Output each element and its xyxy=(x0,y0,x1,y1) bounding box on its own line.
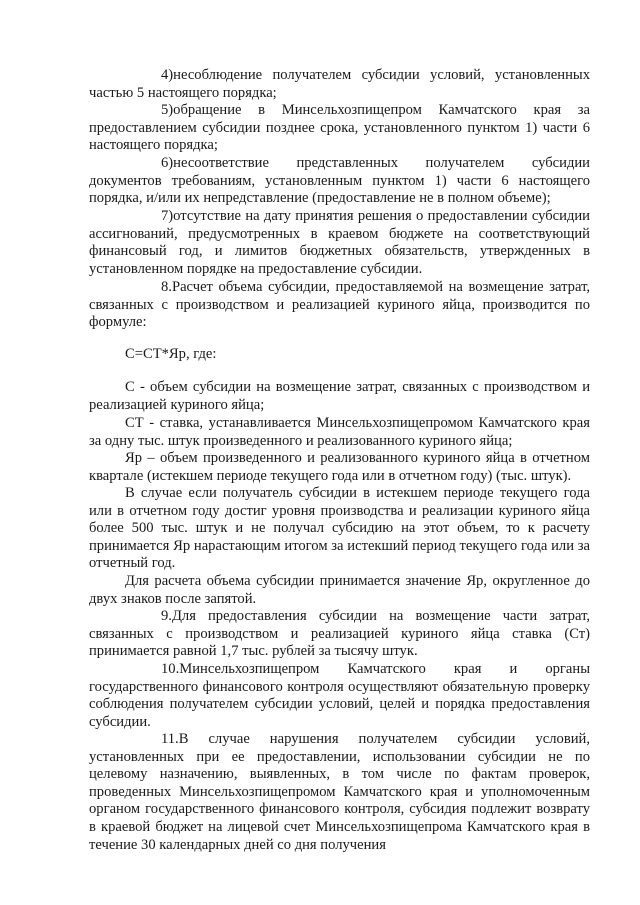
item-number: 10. xyxy=(161,661,180,677)
item-text: Минсельхозпищепром Камчатского края и органы государственного финансового контроля осуществляют обязательную проверку соблюдения получателем субсидии условий, целей и порядка предоставления субсидии. xyxy=(89,661,590,730)
definition-st: СТ - ставка, устанавливается Минсельхозпищепромом Камчатского края за одну тыс. штук произведенного и реализованного куриного яйца; xyxy=(89,415,590,449)
list-item-5 xyxy=(89,102,590,155)
point-11 xyxy=(89,731,590,854)
point-8 xyxy=(89,279,590,332)
item-number: 6) xyxy=(161,155,174,171)
paragraph-cumulative: В случае если получатель субсидии в истекшем периоде текущего года или в отчетном году достиг уровня производства и реализации куриного яйца более 500 тыс. штук и не получал субсидию на этот объем, то к расчету принимается Яр нарастающим итогом за истекший период текущего года или за отчетный год. xyxy=(89,485,590,572)
item-text: отсутствие на дату принятия решения о предоставлении субсидии ассигнований, предусмотренных в краевом бюджете на соответствующий финансовый год, и лимитов бюджетных обязательств, утвержденных в установленном порядке на предоставление субсидии. xyxy=(89,208,590,277)
list-item-4 xyxy=(89,67,590,102)
formula: С=СТ*Яр, где: xyxy=(125,346,217,362)
definition-yar: Яр – объем произведенного и реализованного куриного яйца в отчетном квартале (истекшем периоде текущего года или в отчетном году) (тыс. штук). xyxy=(89,450,590,484)
item-text: обращение в Минсельхозпищепром Камчатского края за предоставлением субсидии позднее срока, установленного пунктом 1) части 6 настоящего порядка; xyxy=(89,102,590,154)
item-text: В случае нарушения получателем субсидии условий, установленных при ее предоставлении, использовании субсидии не по целевому назначению, выявленных, в том числе по фактам проверок, проведенных Минсельхозпищепромом Камчатского края и уполномоченным органом государственного финансового контроля, субсидия подлежит возврату в краевой бюджет на лицевой счет Минсельхозпищепрома Камчатского края в течение 30 календарных дней со дня получения xyxy=(89,731,590,853)
item-number: 5) xyxy=(161,102,174,118)
item-text: Расчет объема субсидии, предоставляемой на возмещение затрат, связанных с производством и реализацией куриного яйца, производится по формуле: xyxy=(89,279,590,331)
point-10 xyxy=(89,661,590,731)
item-number: 11. xyxy=(161,731,179,747)
item-number: 4) xyxy=(161,67,174,83)
item-number: 7) xyxy=(161,208,174,224)
item-text: несоответствие представленных получателем субсидии документов требованиям, установленным пунктом 1) части 6 настоящего порядка, и/или их непредставление (предоставление не в полном объеме); xyxy=(89,155,590,207)
item-number: 9. xyxy=(161,608,172,624)
list-item-7 xyxy=(89,208,590,278)
item-text: несоблюдение получателем субсидии условий, установленных частью 5 настоящего порядка; xyxy=(89,67,590,101)
definition-c: С - объем субсидии на возмещение затрат, связанных с производством и реализацией куриного яйца; xyxy=(89,379,590,413)
list-item-6 xyxy=(89,155,590,208)
item-number: 8. xyxy=(161,279,172,295)
point-9 xyxy=(89,608,590,661)
paragraph-rounding: Для расчета объема субсидии принимается значение Яр, округленное до двух знаков после запятой. xyxy=(89,573,590,607)
item-text: Для предоставления субсидии на возмещение части затрат, связанных с производством и реализацией куриного яйца ставка (Ст) принимается равной 1,7 тыс. рублей за тысячу штук. xyxy=(89,608,590,660)
